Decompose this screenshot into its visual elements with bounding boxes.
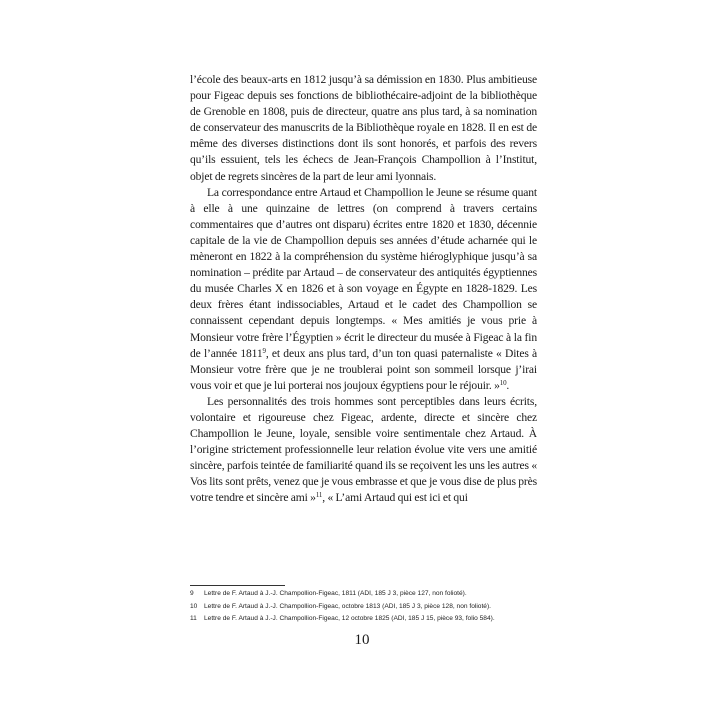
footnote-number: 10 — [190, 602, 198, 610]
footnote-ref-11[interactable]: 11 — [315, 491, 323, 500]
footnote-text: Lettre de F. Artaud à J.-J. Champollion-Figeac, 1811 (ADI, 185 J 3, pièce 127, non folioté). — [204, 590, 467, 597]
footnote-11 — [190, 614, 537, 625]
footnote-number: 9 — [190, 590, 194, 597]
footnote-9 — [190, 589, 537, 600]
body-text — [190, 72, 537, 507]
footnotes — [190, 589, 537, 627]
footnote-text: Lettre de F. Artaud à J.-J. Champollion-Figeac, octobre 1813 (ADI, 185 J 3, pièce 128, non folioté). — [204, 602, 491, 610]
footnote-10 — [190, 602, 537, 613]
footnote-separator — [190, 585, 285, 586]
paragraph-3 — [190, 394, 537, 507]
paragraph-2-part-1: La correspondance entre Artaud et Champollion le Jeune se résume quant à elle à une quinzaine de lettres (on comprend à travers certains commentaires que d’autres ont disparu) écrites entre 1820 et 1830, décennie capitale de la vie de Champollion depuis ses années d’étude acharnée qui le mèneront en 1822 à la compréhension du système hiéroglyphique jusqu’à sa nomination – prédite par Artaud – de conservateur des antiquités égyptiennes du musée Charles X en 1826 et à son voyage en Égypte en 1828-1829. Les deux frères étant indissociables, Artaud et le cadet des Champollion se connaissent cependant depuis longtemps. « Mes amitiés je vous prie à Monsieur votre frère l’Égyptien » écrit le directeur du musée à Figeac à la fin de l’année 1811 — [190, 185, 537, 360]
paragraph-3-part-1: Les personnalités des trois hommes sont perceptibles dans leurs écrits, volontaire et rigoureuse chez Figeac, ardente, directe et sincère chez Champollion le Jeune, loyale, sensible voire sentimentale chez Artaud. À l’origine strictement professionnelle leur relation évolue vite vers une amitié sincère, parfois teintée de familiarité quand ils se reçoivent les uns les autres « Vos lits sont prêts, venez que je vous embrasse et que je vous dise de plus près votre tendre et sincère ami » — [190, 394, 537, 505]
footnote-ref-10[interactable]: 10 — [499, 378, 507, 387]
paragraph-2-part-3: . — [506, 378, 510, 392]
paragraph-1: l’école des beaux-arts en 1812 jusqu’à sa démission en 1830. Plus ambitieuse pour Figeac depuis ses fonctions de bibliothécaire-adjoint de la bibliothèque de Grenoble en 1808, puis de directeur, quatre ans plus tard, à sa nomination de conservateur des manuscrits de la Bibliothèque royale en 1828. Il en est de même des diverses distinctions dont ils sont honorés, et parfois des revers qu’ils essuient, tels les échecs de Jean-François Champollion à l’Institut, objet de regrets sincères de la part de leur ami lyonnais. — [190, 73, 537, 183]
footnote-ref-9[interactable]: 9 — [262, 346, 266, 355]
paragraph-2 — [190, 185, 537, 394]
paragraph-2-part-2: , et deux ans plus tard, d’un ton quasi paternaliste « Dites à Monsieur votre frère que je ne troublerai point son sommeil lorsque j’irai vous voir et que je lui porterai nos joujoux égyptiens pour le réjouir. » — [190, 346, 538, 392]
page-number: 10 — [354, 632, 370, 648]
footnote-number: 11 — [190, 615, 197, 623]
footnote-text: Lettre de F. Artaud à J.-J. Champollion-Figeac, 12 octobre 1825 (ADI, 185 J 15, pièce 93, folio 584). — [204, 615, 495, 623]
paragraph-3-part-2: , « L’ami Artaud qui est ici et qui — [322, 491, 468, 505]
